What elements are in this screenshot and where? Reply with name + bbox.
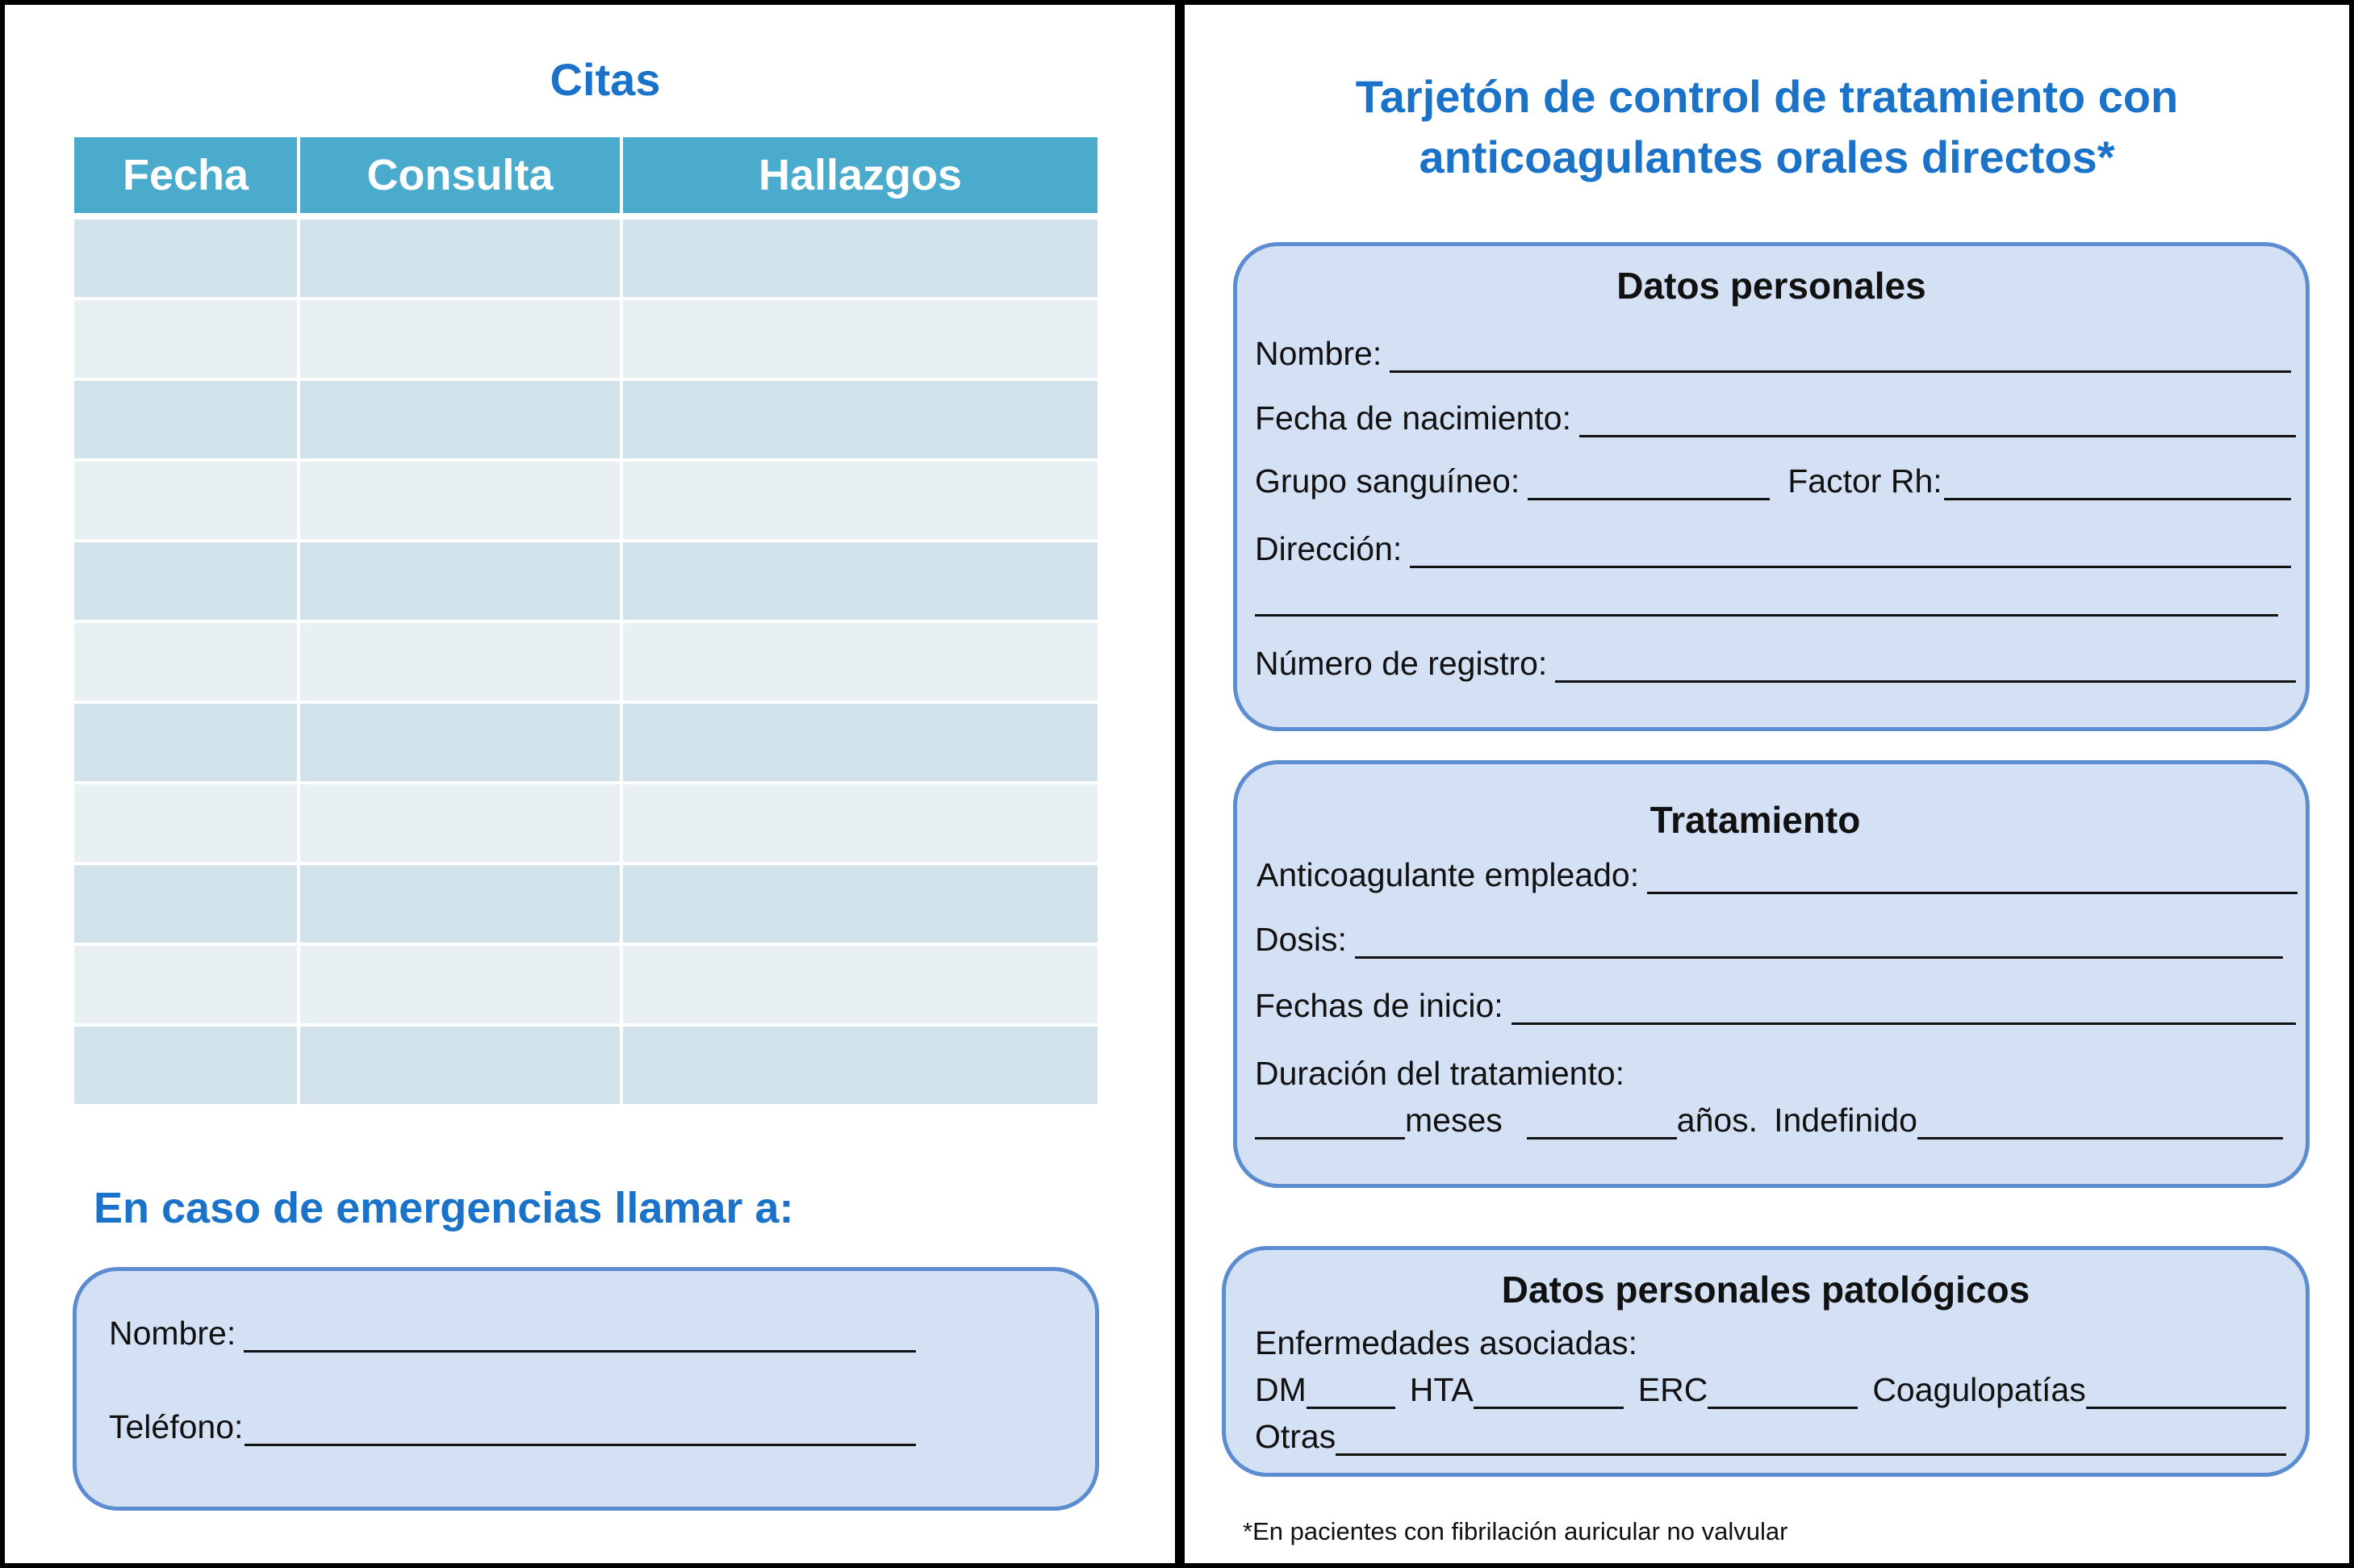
personal-name-field[interactable] xyxy=(1255,335,2291,373)
cell-consulta[interactable] xyxy=(299,863,621,944)
hta-blank[interactable] xyxy=(1474,1378,1624,1409)
hta-label: HTA xyxy=(1409,1371,1474,1408)
cell-hallazgos[interactable] xyxy=(621,379,1098,460)
coagulopathy-label: Coagulopatías xyxy=(1872,1371,2086,1408)
cell-consulta[interactable] xyxy=(299,702,621,783)
treatment-box xyxy=(1233,760,2310,1188)
personal-data-title: Datos personales xyxy=(1616,265,1926,307)
duration-label: Duración del tratamiento: xyxy=(1255,1055,1625,1092)
erc-blank[interactable] xyxy=(1708,1378,1858,1409)
cell-consulta[interactable] xyxy=(299,460,621,541)
dose-label: Dosis: xyxy=(1255,921,1347,958)
table-row xyxy=(74,863,1098,944)
years-label: años. xyxy=(1676,1102,1758,1139)
diseases-field[interactable] xyxy=(1255,1371,2286,1409)
emergency-name-field[interactable] xyxy=(109,1315,916,1353)
cell-consulta[interactable] xyxy=(299,379,621,460)
rh-blank[interactable] xyxy=(1944,469,2291,500)
citas-table-body xyxy=(74,216,1098,1106)
registry-label: Número de registro: xyxy=(1255,645,1548,682)
emergency-phone-field[interactable] xyxy=(109,1408,916,1446)
start-date-field[interactable] xyxy=(1255,987,2296,1025)
card-title-line-2: anticoagulantes orales directos* xyxy=(1419,132,2115,182)
citas-title: Citas xyxy=(550,54,661,105)
pathology-title: Datos personales patológicos xyxy=(1501,1269,2030,1311)
address-blank[interactable] xyxy=(1410,537,2291,568)
indefinite-blank[interactable] xyxy=(1917,1108,2283,1139)
years-blank[interactable] xyxy=(1527,1108,1677,1139)
cell-fecha[interactable] xyxy=(74,944,299,1025)
cell-hallazgos[interactable] xyxy=(621,299,1098,379)
months-blank[interactable] xyxy=(1255,1108,1405,1139)
cell-hallazgos[interactable] xyxy=(621,863,1098,944)
emergency-name-label: Nombre: xyxy=(109,1315,236,1352)
cell-hallazgos[interactable] xyxy=(621,460,1098,541)
dose-blank[interactable] xyxy=(1355,927,2283,959)
cell-consulta[interactable] xyxy=(299,783,621,863)
table-row xyxy=(74,944,1098,1025)
dm-blank[interactable] xyxy=(1307,1378,1395,1409)
table-row xyxy=(74,299,1098,379)
table-row xyxy=(74,379,1098,460)
header-hallazgos: Hallazgos xyxy=(621,137,1098,216)
cell-fecha[interactable] xyxy=(74,379,299,460)
drug-label: Anticoagulante empleado: xyxy=(1256,856,1640,893)
drug-field[interactable] xyxy=(1256,856,2298,894)
erc-label: ERC xyxy=(1637,1371,1708,1408)
start-date-blank[interactable] xyxy=(1511,993,2296,1025)
dm-label: DM xyxy=(1255,1371,1307,1408)
cell-hallazgos[interactable] xyxy=(621,702,1098,783)
cell-fecha[interactable] xyxy=(74,460,299,541)
indefinite-label: Indefinido xyxy=(1774,1102,1917,1139)
duration-field[interactable] xyxy=(1255,1102,2283,1139)
cell-fecha[interactable] xyxy=(74,783,299,863)
cell-fecha[interactable] xyxy=(74,299,299,379)
table-row xyxy=(74,1025,1098,1106)
table-row xyxy=(74,621,1098,702)
blood-group-blank[interactable] xyxy=(1528,469,1770,500)
cell-hallazgos[interactable] xyxy=(621,1025,1098,1106)
cell-fecha[interactable] xyxy=(74,216,299,299)
pathology-box xyxy=(1222,1246,2310,1477)
table-header-row xyxy=(74,137,1098,216)
months-label: meses xyxy=(1405,1102,1503,1139)
emergency-contact-box xyxy=(73,1267,1099,1511)
header-fecha: Fecha xyxy=(74,137,299,216)
table-row xyxy=(74,783,1098,863)
cell-hallazgos[interactable] xyxy=(621,944,1098,1025)
cell-fecha[interactable] xyxy=(74,621,299,702)
cell-fecha[interactable] xyxy=(74,863,299,944)
other-blank[interactable] xyxy=(1336,1424,2286,1456)
emergency-phone-blank[interactable] xyxy=(245,1415,916,1446)
header-consulta: Consulta xyxy=(299,137,621,216)
cell-hallazgos[interactable] xyxy=(621,541,1098,621)
cell-consulta[interactable] xyxy=(299,216,621,299)
footnote: *En pacientes con fibrilación auricular no valvular xyxy=(1243,1517,1788,1545)
drug-blank[interactable] xyxy=(1647,863,2298,894)
diseases-label: Enfermedades asociadas: xyxy=(1255,1324,1638,1361)
table-row xyxy=(74,702,1098,783)
registry-blank[interactable] xyxy=(1555,651,2296,683)
dob-label: Fecha de nacimiento: xyxy=(1255,399,1572,437)
dob-field[interactable] xyxy=(1255,399,2296,437)
personal-name-label: Nombre: xyxy=(1255,335,1382,372)
treatment-title: Tratamiento xyxy=(1649,799,1861,841)
other-label: Otras xyxy=(1255,1418,1336,1455)
duration-label-line xyxy=(1255,1055,1624,1093)
emergency-title: En caso de emergencias llamar a: xyxy=(94,1184,794,1232)
cell-fecha[interactable] xyxy=(74,702,299,783)
blood-rh-field[interactable] xyxy=(1255,462,2291,500)
dose-field[interactable] xyxy=(1255,921,2283,959)
citas-table xyxy=(74,137,1098,1107)
registry-field[interactable] xyxy=(1255,645,2296,683)
personal-name-blank[interactable] xyxy=(1390,341,2291,373)
cell-hallazgos[interactable] xyxy=(621,216,1098,299)
address-blank-2[interactable] xyxy=(1255,585,2278,617)
address-label: Dirección: xyxy=(1255,530,1403,567)
rh-label: Factor Rh: xyxy=(1787,462,1942,500)
cell-fecha[interactable] xyxy=(74,1025,299,1106)
card-title-line-1: Tarjetón de control de tratamiento con xyxy=(1355,71,2179,122)
cell-consulta[interactable] xyxy=(299,299,621,379)
coagulopathy-blank[interactable] xyxy=(2086,1378,2286,1409)
cell-consulta[interactable] xyxy=(299,1025,621,1106)
emergency-name-blank[interactable] xyxy=(244,1321,916,1353)
diseases-label-line xyxy=(1255,1324,1637,1362)
table-row xyxy=(74,541,1098,621)
cell-hallazgos[interactable] xyxy=(621,621,1098,702)
dob-blank[interactable] xyxy=(1579,406,2296,437)
cell-consulta[interactable] xyxy=(299,621,621,702)
emergency-phone-label: Teléfono: xyxy=(109,1408,244,1445)
cell-consulta[interactable] xyxy=(299,541,621,621)
start-date-label: Fechas de inicio: xyxy=(1255,987,1503,1024)
address-second-line[interactable] xyxy=(1255,585,2278,617)
cell-consulta[interactable] xyxy=(299,944,621,1025)
table-row xyxy=(74,460,1098,541)
personal-data-box xyxy=(1233,242,2310,731)
card-title xyxy=(1180,66,2354,187)
cell-fecha[interactable] xyxy=(74,541,299,621)
address-field[interactable] xyxy=(1255,530,2291,568)
cell-hallazgos[interactable] xyxy=(621,783,1098,863)
table-row xyxy=(74,216,1098,299)
blood-group-label: Grupo sanguíneo: xyxy=(1255,462,1520,500)
other-diseases-field[interactable] xyxy=(1255,1418,2286,1456)
